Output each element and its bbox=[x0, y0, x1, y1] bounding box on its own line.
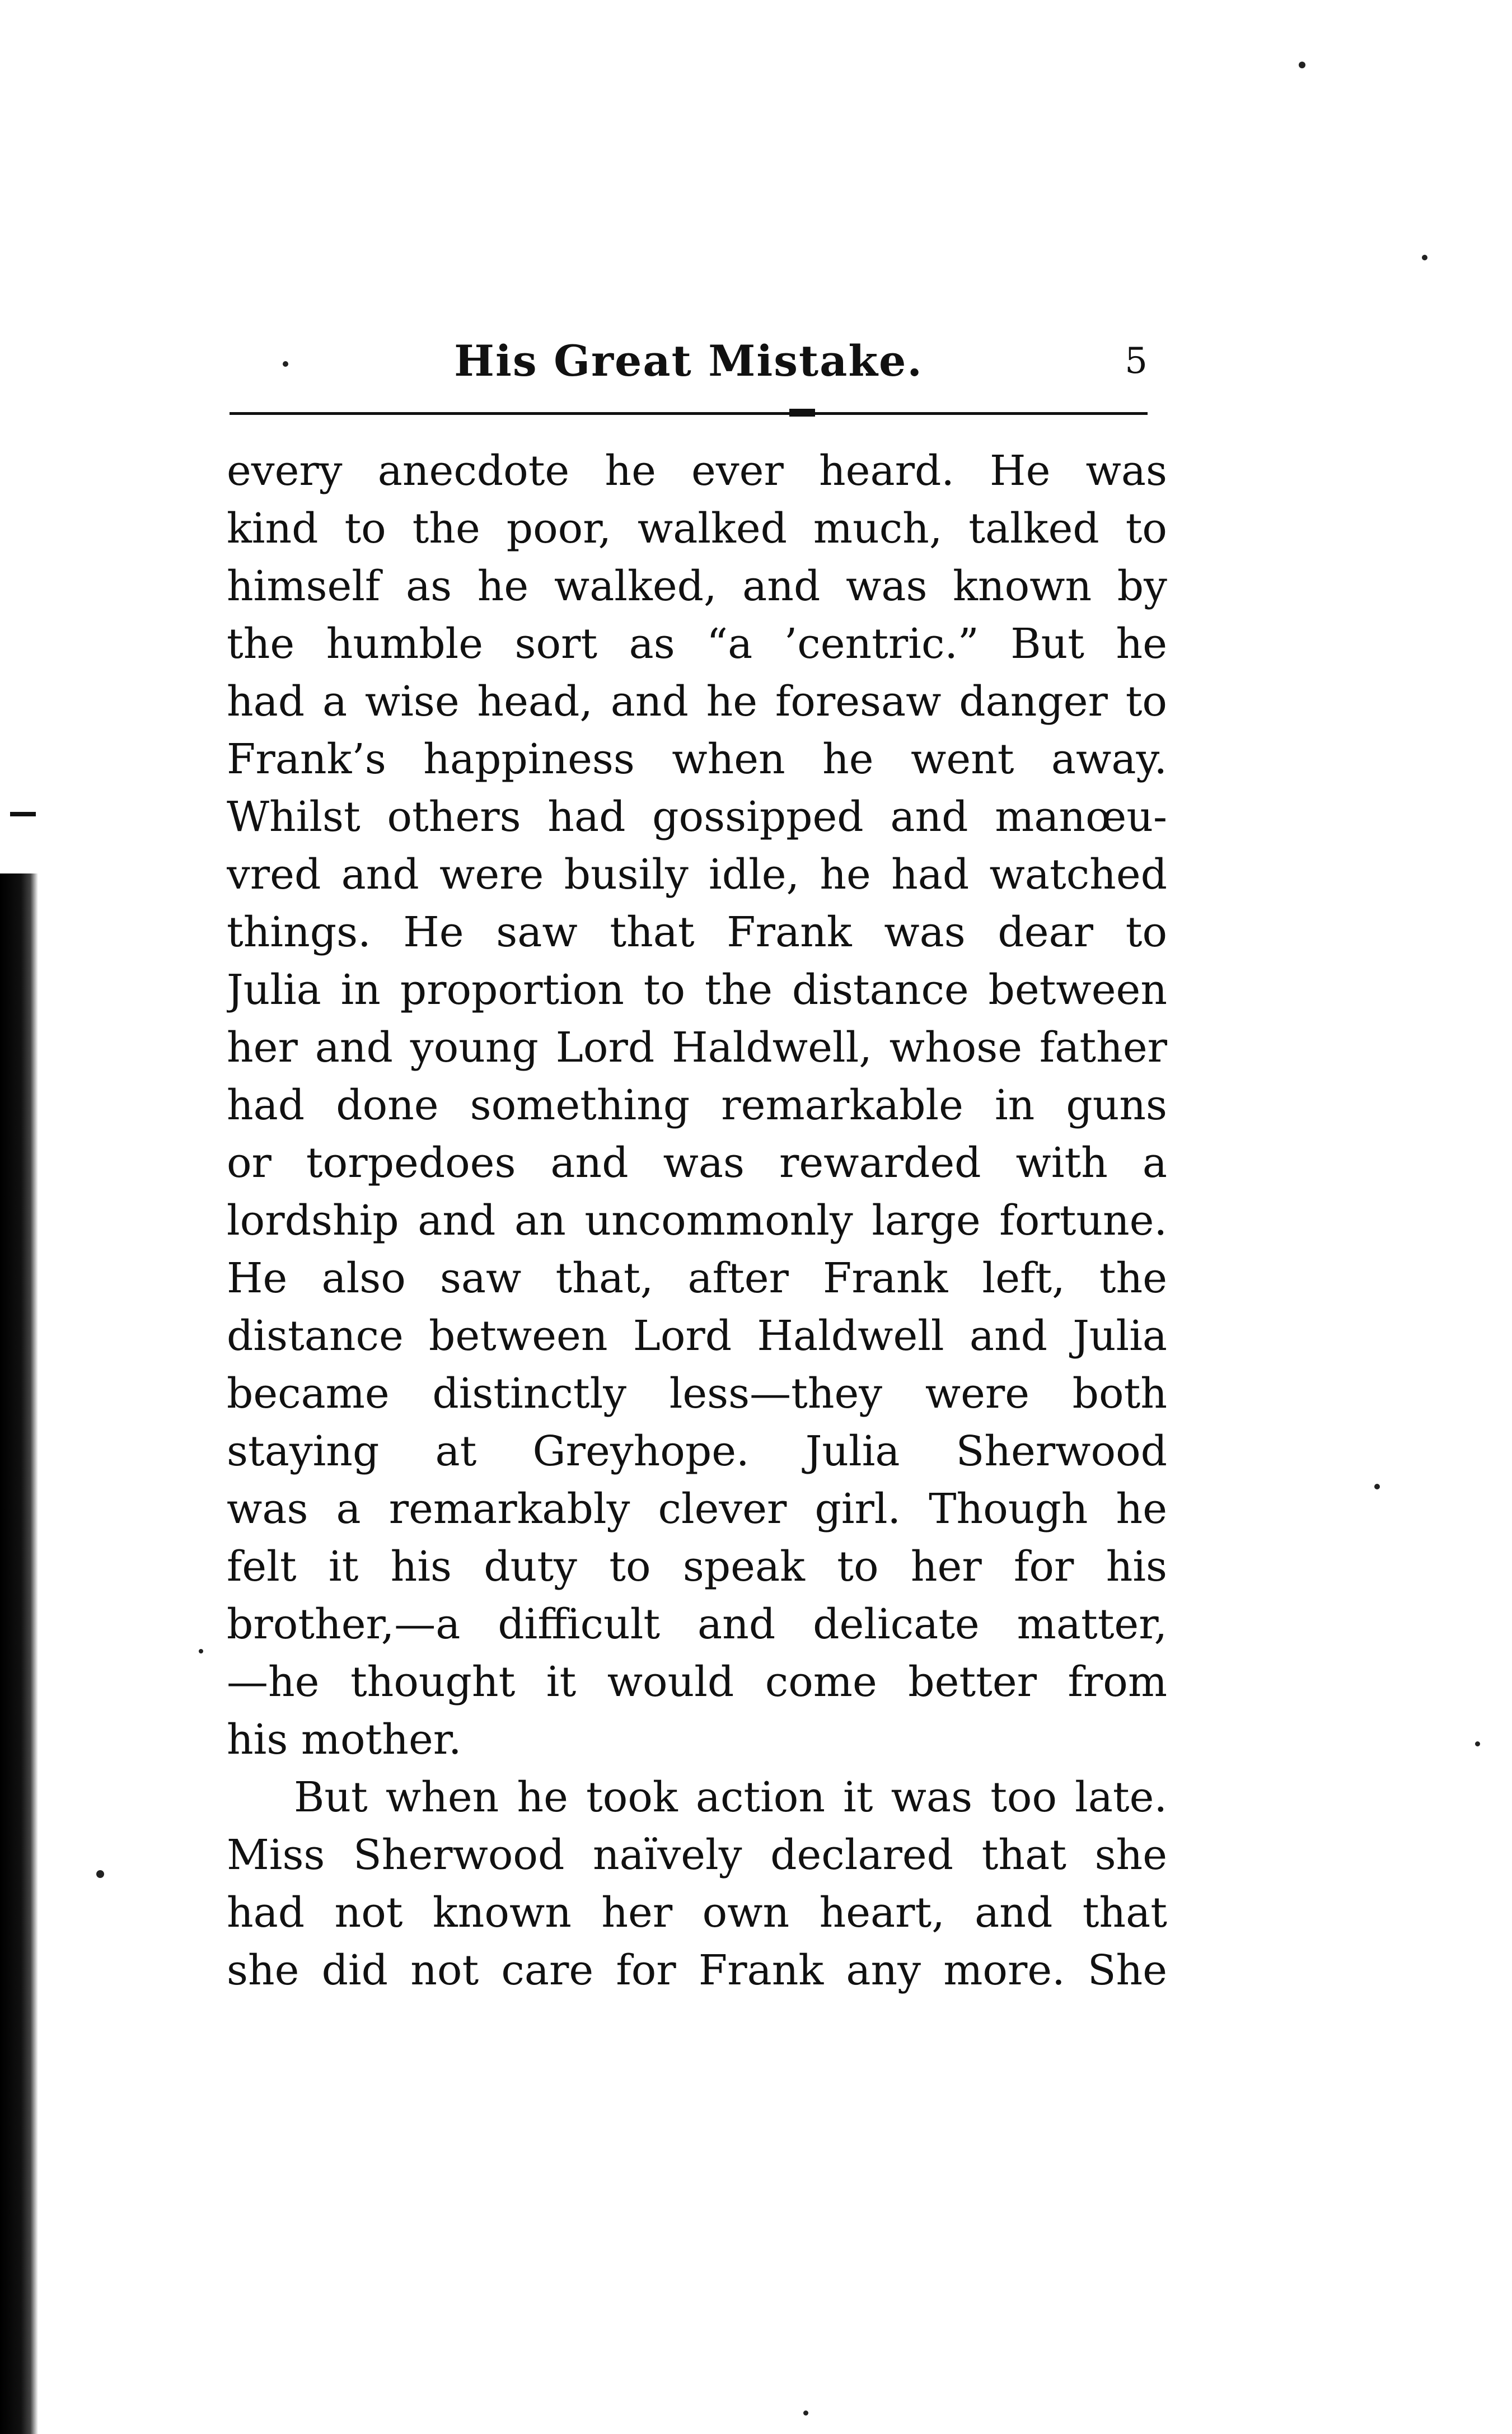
text-line: her and young Lord Haldwell, whose father bbox=[227, 1024, 1167, 1072]
text-line: every anecdote he ever heard. He was bbox=[227, 447, 1167, 495]
text-line: Frank’s happiness when he went away. bbox=[227, 735, 1167, 783]
text-line: —he thought it would come better from bbox=[227, 1658, 1167, 1706]
running-title: His Great Mistake. bbox=[454, 336, 923, 386]
running-head bbox=[230, 330, 1148, 398]
text-line: felt it his duty to speak to her for his bbox=[227, 1543, 1167, 1591]
text-line: his mother. bbox=[227, 1716, 462, 1764]
text-line: He also saw that, after Frank left, the bbox=[227, 1254, 1167, 1302]
text-line: himself as he walked, and was known by bbox=[227, 562, 1167, 610]
text-line: had not known her own heart, and that bbox=[227, 1889, 1167, 1937]
text-line: Miss Sherwood naïvely declared that she bbox=[227, 1831, 1167, 1879]
text-line: had a wise head, and he foresaw danger to bbox=[227, 678, 1167, 726]
text-line: brother,—a difficult and delicate matter, bbox=[227, 1600, 1167, 1648]
text-line: became distinctly less—they were both bbox=[227, 1370, 1167, 1418]
text-line: the humble sort as “a ’centric.” But he bbox=[227, 620, 1167, 668]
text-line: lordship and an uncommonly large fortune. bbox=[227, 1197, 1167, 1245]
body-text bbox=[227, 442, 1167, 1999]
paper-speck bbox=[96, 1870, 104, 1878]
paper-speck bbox=[803, 2410, 808, 2416]
binding-shadow bbox=[0, 873, 38, 2434]
paper-speck bbox=[199, 1649, 203, 1653]
text-line: Julia in proportion to the distance between bbox=[227, 966, 1167, 1014]
text-line: kind to the poor, walked much, talked to bbox=[227, 504, 1167, 553]
header-rule-ornament bbox=[789, 409, 815, 417]
paper-speck bbox=[1475, 1741, 1480, 1746]
text-line: had done something remarkable in guns bbox=[227, 1081, 1167, 1129]
text-line: distance between Lord Haldwell and Julia bbox=[227, 1312, 1167, 1360]
text-line: vred and were busily idle, he had watched bbox=[227, 851, 1167, 899]
paper-speck bbox=[1422, 255, 1427, 260]
text-line: staying at Greyhope. Julia Sherwood bbox=[227, 1427, 1167, 1475]
page-number: 5 bbox=[1125, 340, 1148, 382]
text-line: was a remarkably clever girl. Though he bbox=[227, 1485, 1167, 1533]
paper-speck bbox=[1299, 62, 1305, 68]
binding-mark bbox=[10, 812, 36, 816]
text-line: Whilst others had gossipped and manœu- bbox=[227, 793, 1167, 841]
text-line: she did not care for Frank any more. She bbox=[227, 1946, 1167, 1994]
text-line: things. He saw that Frank was dear to bbox=[227, 908, 1167, 956]
header-rule bbox=[230, 412, 1148, 415]
paper-speck bbox=[1374, 1484, 1380, 1489]
text-line: But when he took action it was too late. bbox=[294, 1773, 1167, 1821]
text-line: or torpedoes and was rewarded with a bbox=[227, 1139, 1167, 1187]
